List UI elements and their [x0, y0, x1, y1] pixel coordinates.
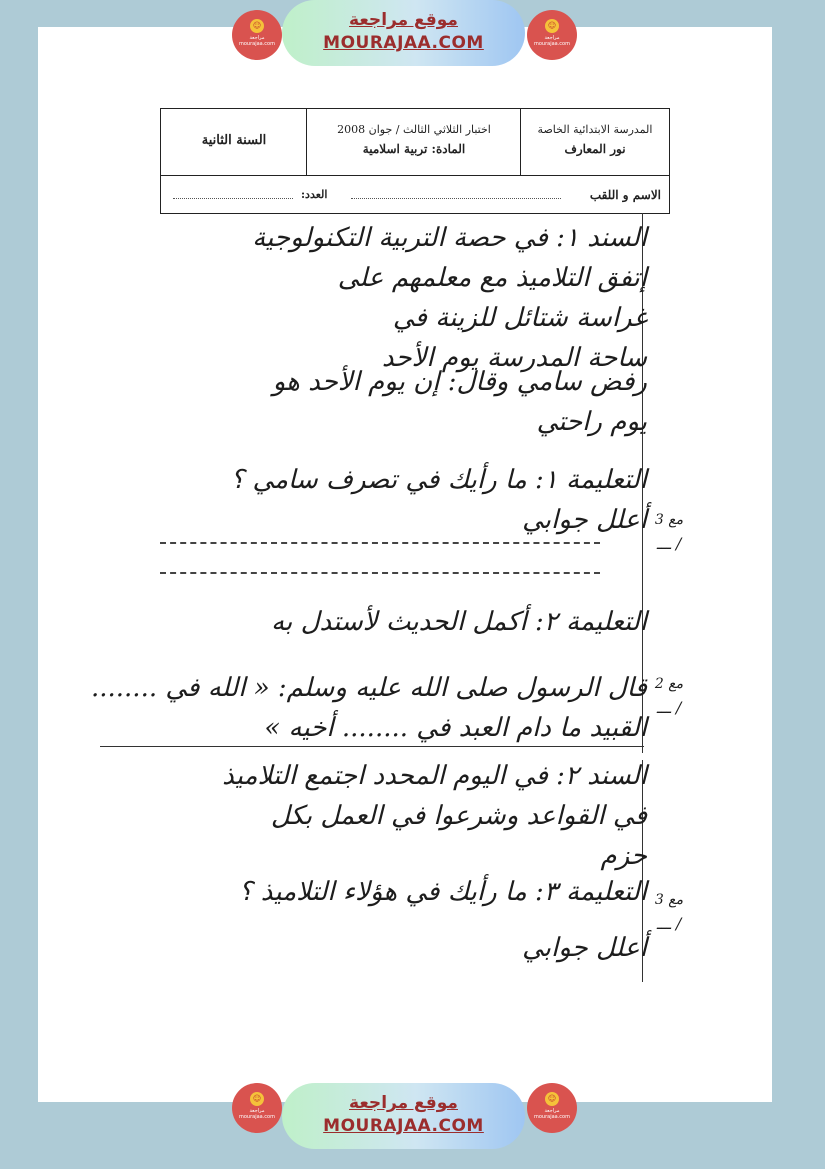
site-logo-badge: ☺ مراجعة mourajaa.com [232, 10, 282, 60]
student-info-row [161, 176, 669, 213]
answer-line[interactable] [160, 542, 600, 544]
score-mark: مع 2 / ـــ [654, 676, 684, 717]
level-cell: السنة الثانية [201, 133, 267, 148]
task-3: التعليمة ٣: ما رأيك في هؤلاء التلاميذ ؟ أعلل جوابي [238, 877, 647, 963]
site-name-ar[interactable]: موقع مراجعة [349, 10, 458, 30]
score-mark: مع 3 / ـــ [654, 892, 684, 933]
site-name-ar[interactable]: موقع مراجعة [349, 1093, 458, 1113]
answer-line[interactable] [160, 572, 600, 574]
smile-icon: ☺ [250, 1092, 264, 1106]
support-text-1b: رفض سامي وقال: إن يوم الأحد هو يوم راحتي [272, 367, 647, 437]
exam-cell: اختبار الثلاثي الثالث / جوان 2008 المادة: تربية اسلامية [306, 109, 521, 175]
score-mark: مع 3 / ـــ [654, 512, 684, 553]
smile-icon: ☺ [545, 19, 559, 33]
task-1: التعليمة ١: ما رأيك في تصرف سامي ؟ أعلل جوابي [230, 465, 647, 535]
site-logo-badge: ☺ مراجعة mourajaa.com [527, 1083, 577, 1133]
score-label: العدد: [301, 188, 328, 201]
hadith-text: قال الرسول صلى الله عليه وسلم: « الله في ........ القبيد ما دام العبد في ........ أخيه » [90, 673, 647, 743]
header-row [161, 109, 669, 176]
task-2: التعليمة ٢: أكمل الحديث لأستدل به [271, 607, 647, 637]
name-field[interactable] [351, 186, 561, 199]
site-logo-badge: ☺ مراجعة mourajaa.com [527, 10, 577, 60]
exam-header [160, 108, 670, 214]
site-banner-bottom[interactable] [282, 1083, 525, 1149]
site-name-en[interactable]: MOURAJAA.COM [323, 1116, 484, 1136]
smile-icon: ☺ [250, 19, 264, 33]
support-text-1: السند ١: في حصة التربية التكنولوجية إتفق التلاميذ مع معلمهم على غراسة شتائل للزينة في ساحة المدرسة يوم الأحد [252, 223, 647, 373]
site-name-en[interactable]: MOURAJAA.COM [323, 33, 484, 53]
school-cell: المدرسة الابتدائية الخاصة نور المعارف [520, 109, 669, 175]
name-label: الاسم و اللقب [589, 188, 661, 202]
smile-icon: ☺ [545, 1092, 559, 1106]
site-logo-badge: ☺ مراجعة mourajaa.com [232, 1083, 282, 1133]
support-text-2: السند ٢: في اليوم المحدد اجتمع التلاميذ في القواعد وشرعوا في العمل بكل حزم [222, 761, 647, 871]
site-banner-top[interactable] [282, 0, 525, 66]
score-field[interactable] [173, 186, 293, 199]
